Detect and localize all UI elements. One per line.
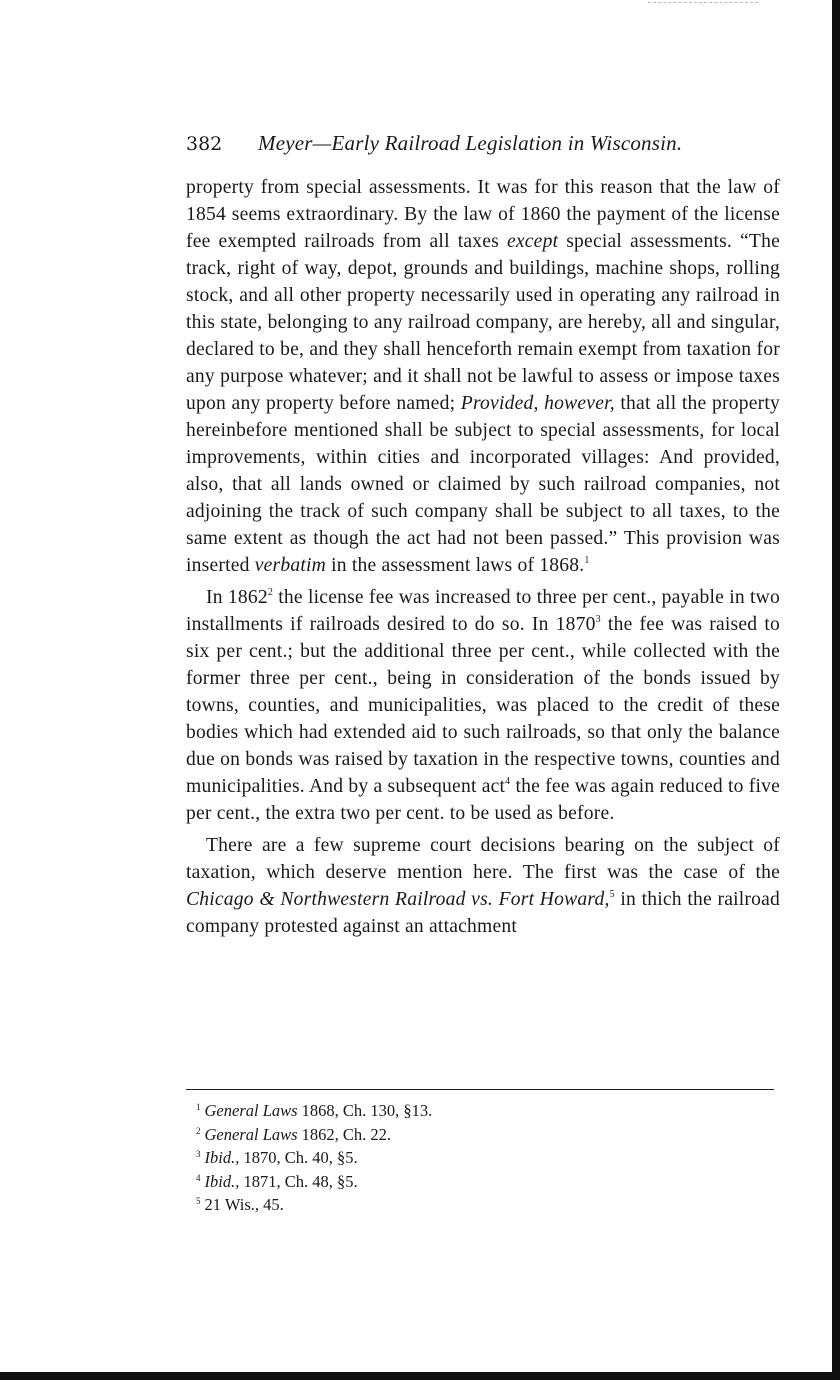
footnote-divider [186, 1089, 774, 1090]
paragraph-text: the fee was again reduced to five per cent., the extra two per cent. to be used as before. [186, 776, 780, 824]
footnote-reference: 1 [584, 555, 590, 566]
paragraph-text: the fee was raised to six per cent.; but the additional three per cent., while collected with the former three per cent., being in consideration of the bonds issued by towns, counties, and municipalities, was placed to the credit of these bodies which had extended aid to such railroads, so that only the balance due on bonds was raised by taxation in the respective towns, counties and municipalities. And by a subsequent act [186, 614, 780, 797]
body-text [186, 174, 780, 945]
footnote-italic: Ibid. [204, 1171, 236, 1191]
paragraph-text: in the assessment laws of 1868. [325, 555, 585, 576]
footnote-italic: General Laws [204, 1124, 298, 1144]
footnote [196, 1099, 756, 1123]
paragraph-text: property from special assessments. It was for this reason that the law of 1854 seems extraordinary. By the law of 1860 the payment of the license fee exempted railroads from all taxes [186, 177, 780, 252]
footnote [196, 1123, 756, 1147]
footnote-reference: 5 [609, 889, 615, 900]
paragraph-text: in thich the railroad company protested against an attachment [186, 889, 780, 937]
footnote-mark: 5 [196, 1196, 201, 1206]
footnote-mark: 1 [196, 1102, 201, 1112]
footnote [196, 1170, 756, 1194]
paragraph [186, 584, 780, 827]
footnote-reference: 4 [505, 776, 511, 787]
footnote-mark: 4 [196, 1172, 201, 1183]
footnote-italic: Ibid. [204, 1148, 236, 1167]
footnote-text: 1862, Ch. 22. [297, 1124, 392, 1144]
paragraph [186, 174, 780, 579]
footnote-italic: General Laws [204, 1101, 298, 1120]
paragraph-italic: verbatim [254, 555, 326, 576]
paragraph-text: the license fee was increased to three per cent., payable in two installments if railroads desired to do so. In 1870 [186, 587, 781, 635]
footnote-text: , 1871, Ch. 48, §5. [235, 1171, 358, 1191]
footnotes [196, 1099, 756, 1217]
footnote [196, 1146, 756, 1170]
running-title: Meyer—Early Railroad Legislation in Wisconsin. [258, 131, 683, 155]
running-head [186, 128, 786, 158]
footnote-reference: 2 [267, 587, 274, 598]
footnote-text: , 1870, Ch. 40, §5. [235, 1148, 358, 1167]
scan-border-right [832, 0, 840, 1380]
scan-border-bottom [0, 1372, 840, 1380]
paragraph-italic: Provided, however, [460, 393, 615, 414]
paragraph-italic: Chicago & Northwestern Railroad vs. Fort Howard, [186, 889, 610, 910]
footnote-mark: 2 [196, 1125, 201, 1136]
footnote-mark: 3 [196, 1149, 201, 1159]
scan-dust-mark [648, 2, 758, 5]
page-number: 382 [186, 133, 223, 155]
footnote-text: 1868, Ch. 130, §13. [297, 1101, 433, 1120]
paragraph-text: There are a few supreme court decisions bearing on the subject of taxation, which deserve mention here. The first was the case of the [186, 835, 780, 883]
paragraph-italic: except [506, 231, 559, 252]
paragraph [186, 832, 780, 940]
footnote-text: 21 Wis., 45. [204, 1195, 284, 1214]
paragraph-text: In 1862 [206, 587, 268, 608]
footnote-reference: 3 [595, 614, 601, 625]
footnote [196, 1193, 756, 1217]
paragraph-text: special assessments. “The track, right of way, depot, grounds and buildings, machine shops, rolling stock, and all other property necessarily used in operating any railroad in this state, belonging to any railroad company, are hereby, all and singular, declared to be, and they shall henceforth remain exempt from taxation for any purpose whatever; and it shall not be lawful to assess or impose taxes upon any property before named; [186, 231, 780, 414]
paragraph-text: that all the property hereinbefore mentioned shall be subject to special assessments, for local improvements, within cities and incorporated villages: And provided, also, that all lands owned or claimed by such railroad companies, not adjoining the track of such company shall be subject to all taxes, to the same extent as though the act had not been passed.” This provision was inserted [186, 393, 780, 576]
